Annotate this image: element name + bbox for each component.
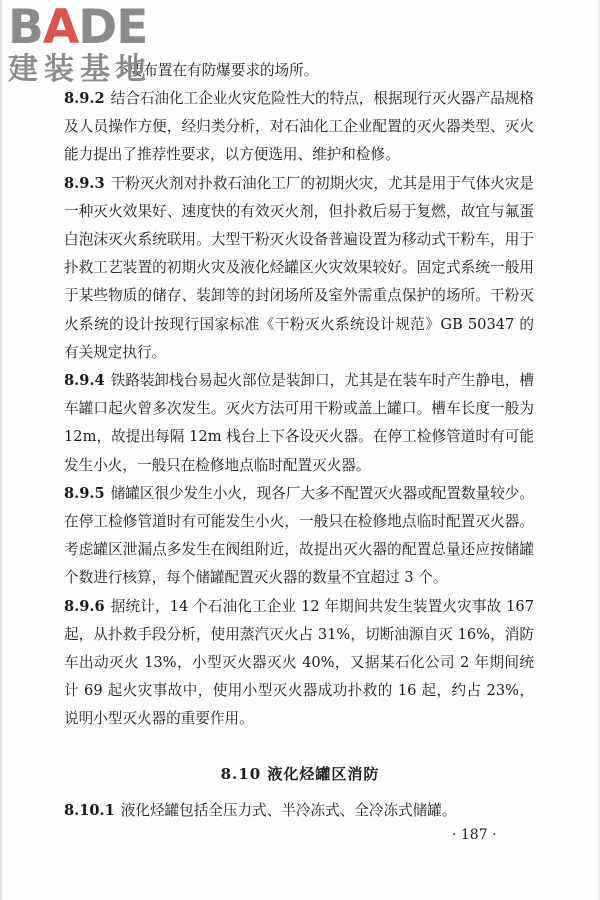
logo-wordmark: BADE <box>8 0 148 55</box>
clause-number: 8.9.4 <box>64 372 105 390</box>
watermark-logo <box>8 2 208 92</box>
paragraph-8-9-2 <box>64 85 534 170</box>
section-heading: 8.10 液化烃罐区消防 <box>220 765 380 783</box>
clause-number: 8.9.2 <box>64 90 105 107</box>
clause-text: 铁路装卸栈台易起火部位是装卸口，尤其是在装车时产生静电，槽车罐口起火曾多次发生。灭火方法可用干粉或盖上罐口。槽车长度一般为 12m，故提出每隔 12m 栈台上下各设灭火器。在停工检修管道时有可能发生小火，一般只在检修地点临时配置灭火器。 <box>64 372 534 474</box>
clause-number: 8.9.6 <box>64 597 105 615</box>
continued-fragment: 不要布置在有防爆要求的场所。 <box>114 62 319 79</box>
logo-subtitle: 建装基地 <box>8 52 152 87</box>
paragraph-8-9-3 <box>64 170 534 367</box>
paragraph-8-9-5 <box>64 480 534 593</box>
body-text <box>64 85 534 734</box>
paragraph-8-9-4 <box>64 367 534 480</box>
clause-text: 液化烃罐包括全压力式、半冷冻式、全冷冻式储罐。 <box>120 802 457 819</box>
page-number: · 187 · <box>452 827 497 843</box>
paragraph-8-10-1 <box>64 797 534 825</box>
clause-text: 据统计，14 个石油化工企业 12 年期间共发生装置火灾事故 167 起，从扑救手段分析，使用蒸汽灭火占 31%，切断油源自灭 16%，消防车出动灭火 13%，小型灭火器灭火 40%，又据某石化公司 2 年期间统计 69 起火灾事故中，使用小型灭火器成功扑救的 16 起，约占 23%，说明小型灭火器的重要作用。 <box>64 597 534 728</box>
clause-text: 结合石油化工企业火灾危险性大的特点，根据现行灭火器产品规格及人员操作方便，经归类分析，对石油化工企业配置的灭火器类型、灭火能力提出了推荐性要求，以方便选用、维护和检修。 <box>64 90 534 164</box>
clause-number: 8.9.3 <box>64 174 105 192</box>
clause-number: 8.9.5 <box>64 484 105 502</box>
clause-text: 干粉灭火剂对扑救石油化工厂的初期火灾，尤其是用于气体火灾是一种灭火效果好、速度快的有效灭火剂，但扑救后易于复燃，故宜与氟蛋白泡沫灭火系统联用。大型干粉灭火设备普遍设置为移动式干粉车，用于扑救工艺装置的初期火灾及液化烃罐区火灾效果较好。固定式系统一般用于某些物质的储存、装卸等的封闭场所及室外需重点保护的场所。干粉灭火系统的设计按现行国家标准《干粉灭火系统设计规范》GB 50347 的有关规定执行。 <box>64 174 534 361</box>
clause-text: 储罐区很少发生小火，现各厂大多不配置灭火器或配置数量较少。在停工检修管道时有可能发生小火，一般只在检修地点临时配置灭火器。考虑罐区泄漏点多发生在阀组附近，故提出灭火器的配置总量还应按储罐个数进行核算，每个储罐配置灭火器的数量不宜超过 3 个。 <box>64 484 534 587</box>
paragraph-8-9-6 <box>64 593 534 734</box>
clause-number: 8.10.1 <box>64 802 115 819</box>
